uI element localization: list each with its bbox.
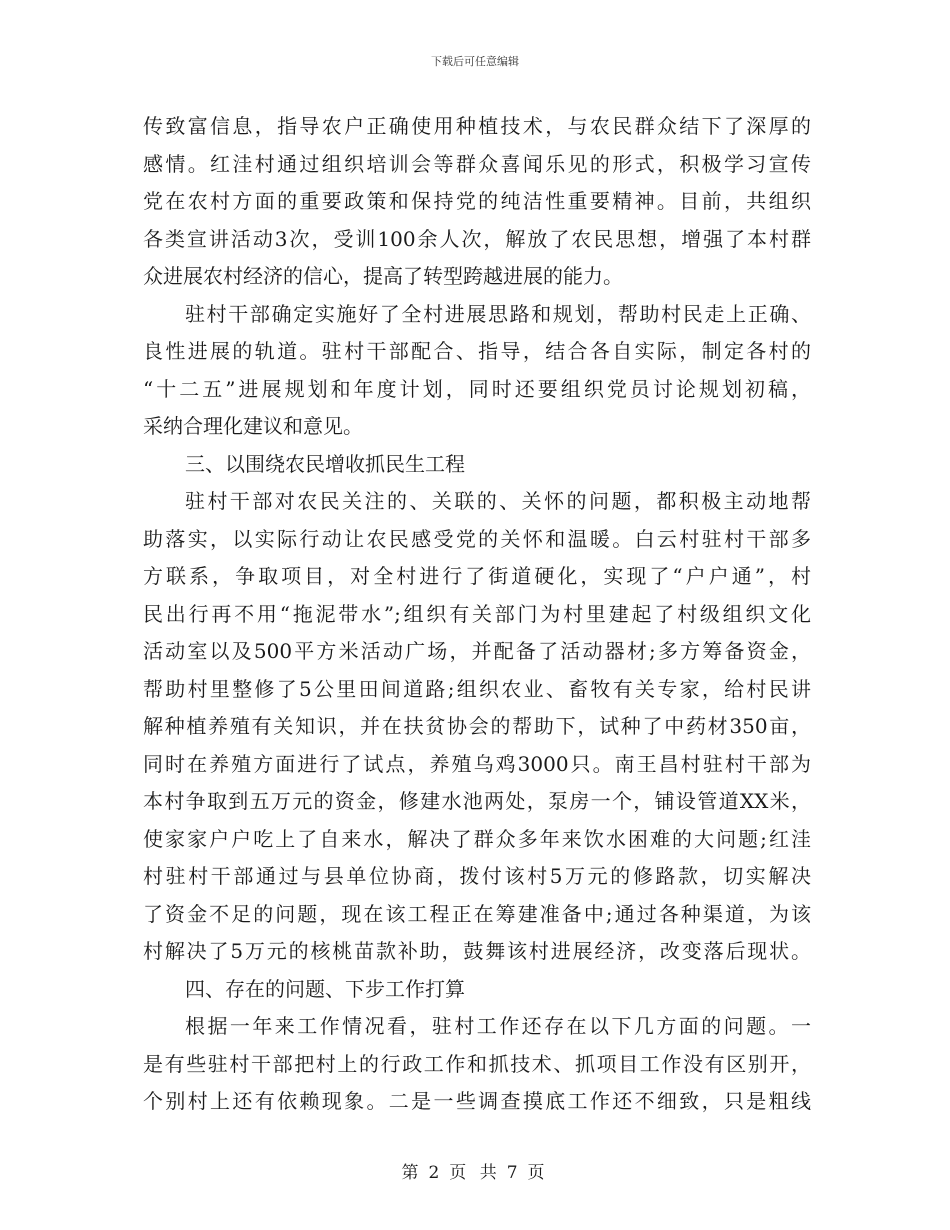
text-line: 驻村干部对农民关注的、关联的、关怀的问题，都积极主动地帮: [185, 489, 811, 513]
text-line: 助落实，以实际行动让农民感受党的关怀和温暖。白云村驻村干部多: [143, 526, 811, 551]
text-line: 帮助村里整修了5公里田间道路;组织农业、畜牧有关专家，给村民讲: [143, 676, 811, 701]
footer-total-pages: 7: [506, 1163, 522, 1183]
text-line: 民出行再不用“拖泥带水”;组织有关部门为村里建起了村级组织文化: [143, 601, 811, 626]
footer-page-number: 2: [428, 1163, 444, 1183]
text-line: 本村争取到五万元的资金，修建水池两处，泵房一个，铺设管道XX米，: [143, 789, 811, 813]
page-footer: [0, 1158, 950, 1183]
text-line: 驻村干部确定实施好了全村进展思路和规划，帮助村民走上正确、: [185, 301, 811, 326]
text-line: 村驻村干部通过与县单位协商，拨付该村5万元的修路款，切实解决: [143, 864, 811, 888]
document-body: [143, 108, 811, 1121]
text-line: 感情。红洼村通过组织培训会等群众喜闻乐见的形式，积极学习宣传: [143, 151, 811, 176]
text-line: 是有些驻村干部把村上的行政工作和抓技术、抓项目工作没有区别开，: [143, 1051, 811, 1076]
text-line: 四、存在的问题、下步工作打算: [185, 976, 465, 1001]
text-line: 党在农村方面的重要政策和保持党的纯洁性重要精神。目前，共组织: [143, 189, 811, 213]
text-line: 三、以围绕农民增收抓民生工程: [185, 451, 465, 476]
text-line: 各类宣讲活动3次，受训100余人次，解放了农民思想，增强了本村群: [143, 226, 811, 251]
text-line: 方联系，争取项目，对全村进行了街道硬化，实现了“户户通”，村: [143, 564, 811, 588]
text-line: 传致富信息，指导农户正确使用种植技术，与农民群众结下了深厚的: [143, 114, 811, 138]
text-line: 村解决了5万元的核桃苗款补助，鼓舞该村进展经济，改变落后现状。: [143, 939, 811, 963]
text-line: 了资金不足的问题，现在该工程正在筹建准备中;通过各种渠道，为该: [143, 901, 811, 926]
text-line: “十二五”进展规划和年度计划，同时还要组织党员讨论规划初稿，: [143, 376, 811, 401]
text-line: 活动室以及500平方米活动广场，并配备了活动器材;多方筹备资金，: [143, 639, 811, 663]
text-line: 个别村上还有依赖现象。二是一些调查摸底工作还不细致，只是粗线: [143, 1089, 811, 1113]
text-line: 采纳合理化建议和意见。: [143, 414, 363, 438]
text-line: 使家家户户吃上了自来水，解决了群众多年来饮水困难的大问题;红洼: [143, 826, 811, 851]
text-line: 良性进展的轨道。驻村干部配合、指导，结合各自实际，制定各村的: [143, 339, 811, 363]
footer-suffix: 页: [527, 1163, 549, 1183]
header-note: 下载后可任意编辑: [431, 55, 519, 68]
text-line: 同时在养殖方面进行了试点，养殖乌鸡3000只。南王昌村驻村干部为: [143, 751, 811, 776]
text-line: 众进展农村经济的信心，提高了转型跨越进展的能力。: [143, 264, 623, 288]
text-line: 根据一年来工作情况看，驻村工作还存在以下几方面的问题。一: [185, 1014, 811, 1038]
footer-middle: 页 共: [449, 1163, 501, 1183]
footer-prefix: 第: [401, 1163, 423, 1183]
text-line: 解种植养殖有关知识，并在扶贫协会的帮助下，试种了中药材350亩，: [143, 714, 811, 738]
